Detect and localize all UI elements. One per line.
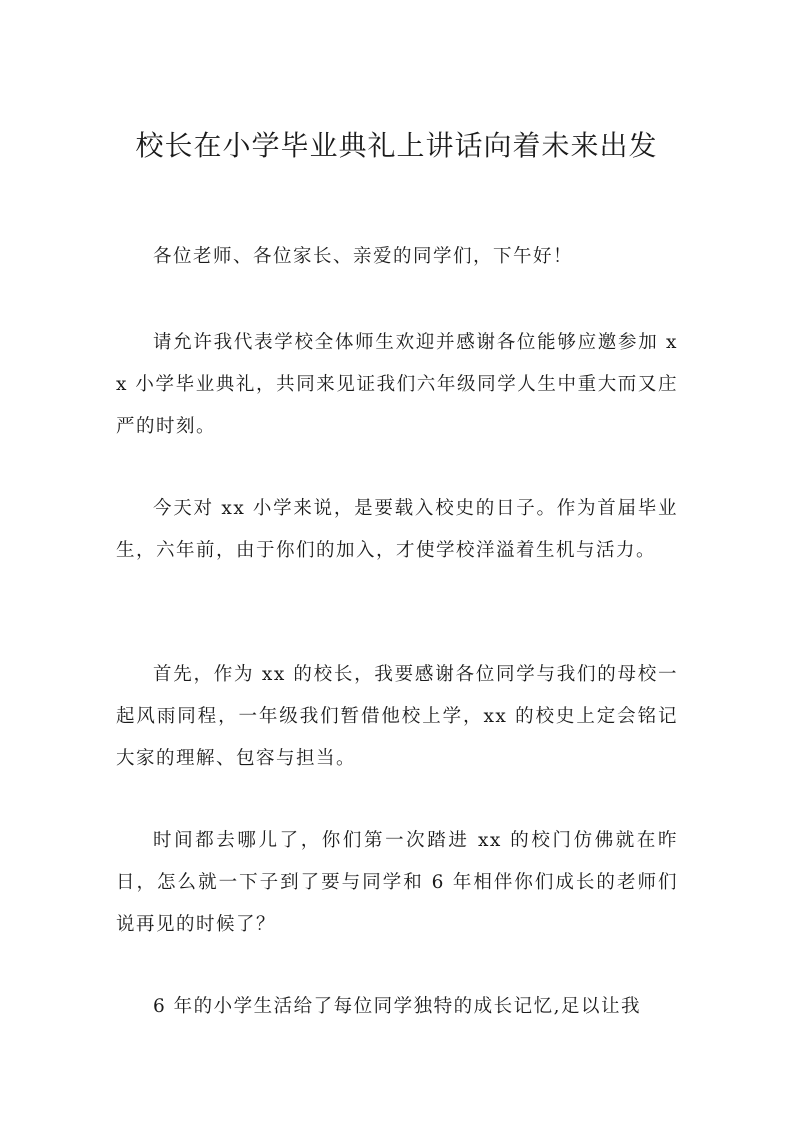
paragraph-greeting: 各位老师、各位家长、亲爱的同学们，下午好！: [153, 246, 574, 267]
paragraph-welcome: 请允许我代表学校全体师生欢迎并感谢各位能够应邀参加 xx 小学毕业典礼，共同来见证我们六年级同学人生中重大而又庄严的时刻。: [116, 332, 678, 437]
paragraph-today: 今天对 xx 小学来说，是要载入校史的日子。作为首届毕业生，六年前，由于你们的加入，才使学校洋溢着生机与活力。: [116, 498, 678, 561]
paragraph-time: 时间都去哪儿了，你们第一次踏进 xx 的校门仿佛就在昨日，怎么就一下子到了要与同学和 6 年相伴你们成长的老师们说再见的时候了？: [116, 830, 678, 935]
document-title: 校长在小学毕业典礼上讲话向着未来出发: [135, 129, 658, 162]
paragraph-memories: 6 年的小学生活给了每位同学独特的成长记忆,足以让我: [153, 996, 642, 1017]
paragraph-thanks: 首先，作为 xx 的校长，我要感谢各位同学与我们的母校一起风雨同程，一年级我们暂借他校上学，xx 的校史上定会铭记大家的理解、包容与担当。: [116, 664, 678, 769]
